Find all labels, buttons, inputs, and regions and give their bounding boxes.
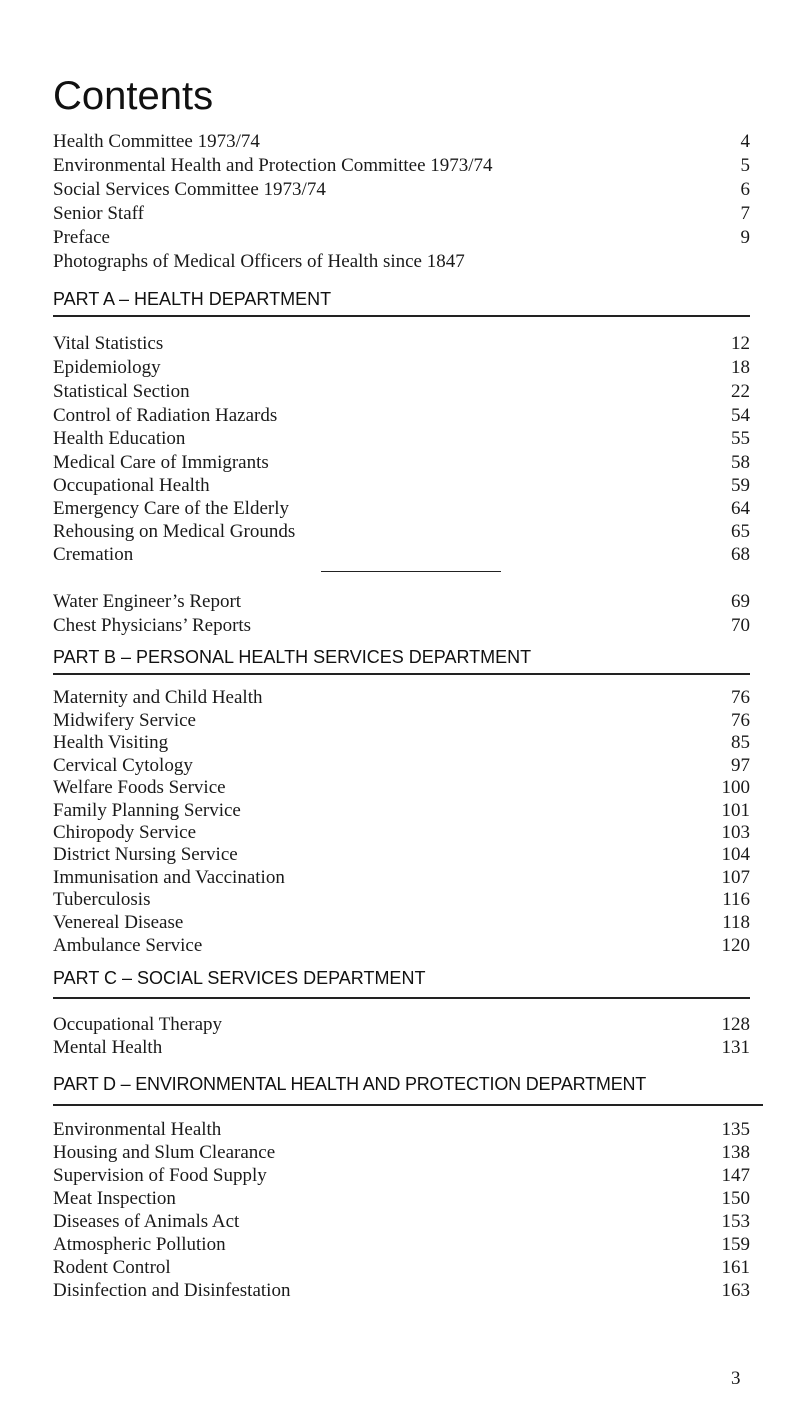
- toc-entry-label: Statistical Section: [53, 381, 190, 402]
- toc-entry-page: 153: [721, 1211, 750, 1232]
- toc-entry-label: Family Planning Service: [53, 800, 241, 821]
- toc-entry[interactable]: [53, 251, 750, 273]
- toc-entry-label: Immunisation and Vaccination: [53, 867, 285, 888]
- toc-entry[interactable]: [53, 1188, 750, 1210]
- toc-entry-page: 131: [721, 1037, 750, 1058]
- toc-entry[interactable]: [53, 1014, 750, 1036]
- toc-entry-page: 150: [721, 1188, 750, 1209]
- toc-entry-label: Occupational Health: [53, 475, 210, 496]
- toc-entry-page: 163: [721, 1280, 750, 1301]
- toc-entry-page: 4: [740, 131, 750, 152]
- toc-entry-page: 103: [721, 822, 750, 843]
- toc-entry-label: Meat Inspection: [53, 1188, 176, 1209]
- toc-entry-label: Social Services Committee 1973/74: [53, 179, 326, 200]
- toc-entry-label: Ambulance Service: [53, 935, 203, 956]
- toc-entry[interactable]: [53, 155, 750, 177]
- toc-entry-label: Health Education: [53, 428, 186, 449]
- page-number: 3: [731, 1368, 741, 1389]
- toc-entry-label: Rodent Control: [53, 1257, 171, 1278]
- part-d-divider: [53, 1104, 763, 1106]
- toc-entry-page: 76: [731, 687, 750, 708]
- part-b-divider: [53, 673, 750, 675]
- toc-entry[interactable]: [53, 1234, 750, 1256]
- toc-entry-page: 18: [731, 357, 750, 378]
- toc-entry-page: 59: [731, 475, 750, 496]
- toc-entry-page: 55: [731, 428, 750, 449]
- part-c-divider: [53, 997, 750, 999]
- toc-entry[interactable]: [53, 475, 750, 497]
- toc-entry-page: 70: [731, 615, 750, 636]
- toc-entry-page: 97: [731, 755, 750, 776]
- toc-entry-label: Chiropody Service: [53, 822, 197, 843]
- toc-entry-page: 9: [740, 227, 750, 248]
- toc-entry-label: Welfare Foods Service: [53, 777, 226, 798]
- toc-entry-label: Venereal Disease: [53, 912, 184, 933]
- part-b-heading: PART B – PERSONAL HEALTH SERVICES DEPARTMENT: [53, 647, 532, 667]
- toc-entry-page: 101: [721, 800, 750, 821]
- toc-entry-label: Cremation: [53, 544, 134, 565]
- toc-entry-label: Epidemiology: [53, 357, 161, 378]
- toc-entry-page: 85: [731, 732, 750, 753]
- toc-entry[interactable]: [53, 1165, 750, 1187]
- toc-entry[interactable]: [53, 203, 750, 225]
- toc-entry-page: 69: [731, 591, 750, 612]
- toc-entry[interactable]: [53, 935, 750, 957]
- toc-entry-label: Water Engineer’s Report: [53, 591, 242, 612]
- toc-entry[interactable]: [53, 498, 750, 520]
- toc-entry-label: Mental Health: [53, 1037, 163, 1058]
- toc-entry-page: 107: [721, 867, 750, 888]
- toc-entry[interactable]: [53, 615, 750, 637]
- toc-entry-page: 65: [731, 521, 750, 542]
- toc-entry-label: Environmental Health: [53, 1119, 222, 1140]
- toc-entry[interactable]: [53, 428, 750, 450]
- toc-entry-page: 138: [721, 1142, 750, 1163]
- toc-entry-label: Chest Physicians’ Reports: [53, 615, 252, 636]
- toc-entry[interactable]: [53, 844, 750, 866]
- toc-entry-label: Emergency Care of the Elderly: [53, 498, 289, 519]
- toc-entry-page: 128: [721, 1014, 750, 1035]
- toc-entry[interactable]: [53, 687, 750, 709]
- toc-entry[interactable]: [53, 1211, 750, 1233]
- toc-entry[interactable]: [53, 521, 750, 543]
- toc-entry[interactable]: [53, 452, 750, 474]
- part-c-heading: PART C – SOCIAL SERVICES DEPARTMENT: [53, 968, 426, 988]
- toc-entry[interactable]: [53, 179, 750, 201]
- toc-entry-label: Health Visiting: [53, 732, 169, 753]
- toc-entry-label: Health Committee 1973/74: [53, 131, 260, 152]
- toc-entry-label: Tuberculosis: [53, 889, 151, 910]
- toc-entry-page: 116: [722, 889, 750, 910]
- toc-entry-page: 161: [721, 1257, 750, 1278]
- page-title: Contents: [53, 74, 214, 118]
- toc-entry-label: Medical Care of Immigrants: [53, 452, 269, 473]
- toc-entry[interactable]: [53, 1037, 750, 1059]
- toc-entry-page: 12: [731, 333, 750, 354]
- toc-entry[interactable]: [53, 1119, 750, 1141]
- part-d-heading: PART D – ENVIRONMENTAL HEALTH AND PROTECTION DEPARTMENT: [53, 1074, 647, 1094]
- toc-entry-label: Environmental Health and Protection Committee 1973/74: [53, 155, 493, 176]
- toc-entry-page: 54: [731, 405, 750, 426]
- toc-entry-page: 76: [731, 710, 750, 731]
- toc-entry-label: Midwifery Service: [53, 710, 196, 731]
- toc-entry-page: 7: [740, 203, 750, 224]
- toc-entry-page: 68: [731, 544, 750, 565]
- toc-entry-page: 147: [721, 1165, 750, 1186]
- toc-entry-label: Control of Radiation Hazards: [53, 405, 278, 426]
- toc-entry[interactable]: [53, 867, 750, 889]
- toc-entry-label: Supervision of Food Supply: [53, 1165, 267, 1186]
- toc-entry[interactable]: [53, 1257, 750, 1279]
- toc-entry[interactable]: [53, 357, 750, 379]
- toc-entry-label: Maternity and Child Health: [53, 687, 263, 708]
- toc-entry-page: 100: [721, 777, 750, 798]
- toc-entry-page: 135: [721, 1119, 750, 1140]
- toc-entry[interactable]: [53, 1280, 750, 1302]
- part-a-heading: PART A – HEALTH DEPARTMENT: [53, 289, 332, 309]
- toc-entry[interactable]: [53, 822, 750, 844]
- toc-entry-label: Housing and Slum Clearance: [53, 1142, 276, 1163]
- toc-entry[interactable]: [53, 777, 750, 799]
- toc-entry-page: 6: [740, 179, 750, 200]
- toc-entry-label: Diseases of Animals Act: [53, 1211, 240, 1232]
- toc-entry[interactable]: [53, 381, 750, 403]
- toc-entry[interactable]: [53, 405, 750, 427]
- toc-entry-label: Vital Statistics: [53, 333, 164, 354]
- toc-entry-label: Preface: [53, 227, 110, 248]
- toc-entry[interactable]: [53, 755, 750, 777]
- toc-entry-page: 58: [731, 452, 750, 473]
- toc-entry[interactable]: [53, 800, 750, 822]
- toc-entry-page: 104: [721, 844, 750, 865]
- toc-entry-label: Atmospheric Pollution: [53, 1234, 226, 1255]
- toc-entry-label: Senior Staff: [53, 203, 144, 224]
- toc-entry-label: District Nursing Service: [53, 844, 238, 865]
- toc-entry-page: 5: [740, 155, 750, 176]
- toc-entry[interactable]: [53, 732, 750, 754]
- toc-entry-label: Cervical Cytology: [53, 755, 193, 776]
- toc-entry[interactable]: [53, 1142, 750, 1164]
- toc-entry-label: Occupational Therapy: [53, 1014, 222, 1035]
- section-separator: [321, 571, 501, 572]
- toc-entry-page: 120: [721, 935, 750, 956]
- toc-entry-page: 118: [722, 912, 750, 933]
- toc-entry[interactable]: [53, 710, 750, 732]
- toc-entry[interactable]: [53, 591, 750, 613]
- toc-entry-page: 64: [731, 498, 750, 519]
- toc-entry[interactable]: [53, 889, 750, 911]
- toc-entry-page: 22: [731, 381, 750, 402]
- toc-entry[interactable]: [53, 912, 750, 934]
- toc-entry-page: 159: [721, 1234, 750, 1255]
- toc-entry[interactable]: [53, 131, 750, 153]
- toc-entry[interactable]: [53, 544, 750, 566]
- part-a-divider: [53, 315, 750, 317]
- toc-entry[interactable]: [53, 227, 750, 249]
- toc-entry-label: Disinfection and Disinfestation: [53, 1280, 291, 1301]
- toc-entry[interactable]: [53, 333, 750, 355]
- toc-entry-label: Photographs of Medical Officers of Health since 1847: [53, 251, 465, 272]
- toc-entry-label: Rehousing on Medical Grounds: [53, 521, 296, 542]
